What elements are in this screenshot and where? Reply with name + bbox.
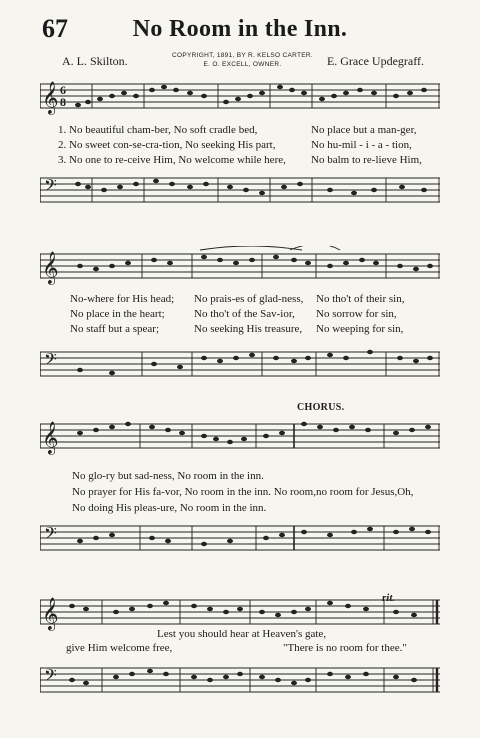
lyric-segment: No tho't of their sin, <box>316 293 405 305</box>
svg-text:6: 6 <box>60 83 66 97</box>
copyright-line-2: E. O. EXCELL, OWNER. <box>203 61 282 68</box>
chorus-label: CHORUS. <box>297 402 345 413</box>
lyric-segment: No hu-mil - i - a - tion, <box>311 139 412 151</box>
bass-staff-3 <box>40 518 440 562</box>
svg-text:𝄞: 𝄞 <box>42 253 59 284</box>
copyright-line-1: COPYRIGHT, 1891, BY R. KELSO CARTER. <box>172 52 313 59</box>
system3-verse2: No prayer for His fa-vor, No room in the inn. No room,no room for Jesus,Oh, <box>72 486 414 498</box>
svg-text:𝄞: 𝄞 <box>42 423 59 454</box>
system3-verse1: No glo-ry but sad-ness, No room in the inn. <box>72 470 264 482</box>
lyric-segment: No place in the heart; <box>70 308 165 320</box>
hymn-title: No Room in the Inn. <box>132 16 348 42</box>
treble-staff-2 <box>40 246 440 290</box>
copyright-notice <box>160 51 325 69</box>
bass-staff-4 <box>40 660 440 704</box>
lyric-segment: No-where for His head; <box>70 293 175 305</box>
lyric-segment: 3. No one to re-ceive Him, No welcome while here, <box>58 154 286 166</box>
lyric-segment: No tho't of the Sav-ior, <box>194 308 295 320</box>
bass-staff-1 <box>40 170 440 214</box>
treble-staff-3 <box>40 416 440 460</box>
lyricist-credit: E. Grace Updegraff. <box>326 54 424 68</box>
hymn-number: 67 <box>42 14 68 43</box>
lyric-segment: No prais-es of glad-ness, <box>194 293 304 305</box>
svg-text:8: 8 <box>60 95 66 109</box>
lyric-segment: No balm to re-lieve Him, <box>311 154 422 166</box>
system4-line-b-left: give Him welcome free, <box>66 642 173 654</box>
bass-staff-2 <box>40 344 440 388</box>
system4-line-a: Lest you should hear at Heaven's gate, <box>157 628 327 640</box>
lyric-segment: No sorrow for sin, <box>316 308 397 320</box>
lyric-segment: No place but a man-ger, <box>311 124 417 136</box>
lyric-segment: No weeping for sin, <box>316 323 404 335</box>
svg-text:𝄢: 𝄢 <box>44 525 57 547</box>
svg-text:𝄢: 𝄢 <box>44 351 57 373</box>
svg-text:𝄢: 𝄢 <box>44 667 57 689</box>
lyric-segment: 2. No sweet con-se-cra-tion, No seeking His part, <box>58 139 276 151</box>
system3-verse3: No doing His pleas-ure, No room in the inn. <box>72 502 267 514</box>
lyric-segment: No seeking His treasure, <box>194 323 303 335</box>
svg-text:𝄞: 𝄞 <box>42 599 59 630</box>
system4-line-b-right: "There is no room for thee." <box>283 642 407 654</box>
ritardando-mark: rit. <box>382 592 396 604</box>
composer-credit: A. L. Skilton. <box>62 54 128 68</box>
svg-text:𝄞: 𝄞 <box>42 83 59 114</box>
lyric-segment: No staff but a spear; <box>70 323 159 335</box>
treble-staff-1 <box>40 76 440 120</box>
svg-text:𝄢: 𝄢 <box>44 177 57 199</box>
lyric-segment: 1. No beautiful cham-ber, No soft cradle bed, <box>58 124 258 136</box>
